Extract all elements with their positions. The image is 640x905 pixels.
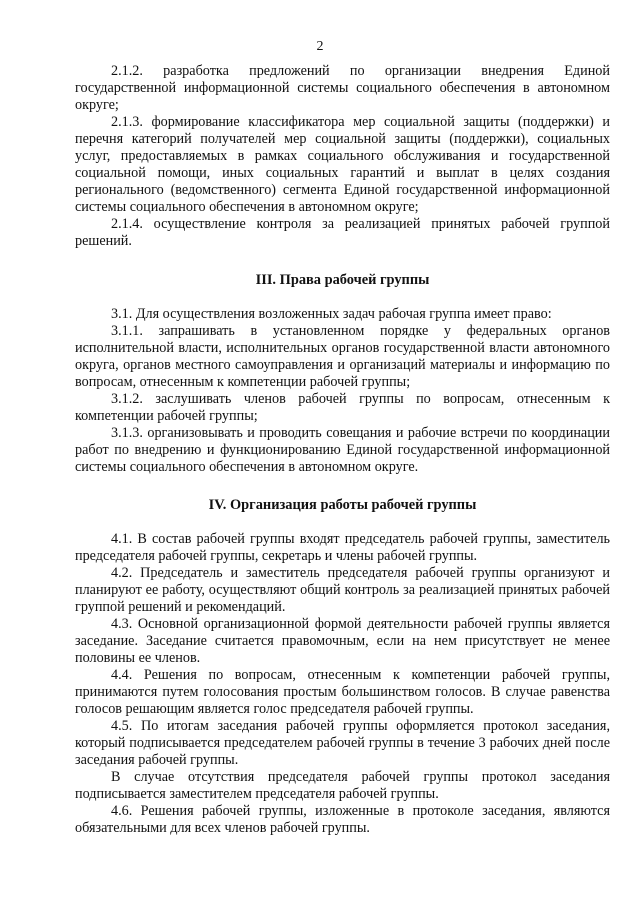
section-4-body [75, 531, 610, 837]
section-3-body [75, 306, 610, 476]
paragraph-3-1: 3.1. Для осуществления возложенных задач рабочая группа имеет право: [111, 306, 552, 322]
paragraph-4-2: 4.2. Председатель и заместитель председателя рабочей группы организуют и планируют ее работу, осуществляют общий контроль за реализацией принятых рабочей группой решений и рекомендаций. [75, 565, 610, 615]
paragraph-4-1: 4.1. В состав рабочей группы входят председатель рабочей группы, заместитель председателя рабочей группы, секретарь и члены рабочей группы. [75, 531, 610, 564]
paragraph-2-1-4: 2.1.4. осуществление контроля за реализацией принятых рабочей группой решений. [75, 216, 610, 249]
paragraph-3-1-1: 3.1.1. запрашивать в установленном порядке у федеральных органов исполнительной власти, исполнительных органов государственной власти автономного округа, органов местного самоуправления и организаций материалы и информацию по вопросам, отнесенным к компетенции рабочей группы; [75, 323, 610, 390]
paragraph-3-1-2: 3.1.2. заслушивать членов рабочей группы по вопросам, отнесенным к компетенции рабочей группы; [75, 391, 610, 424]
section-4 [75, 497, 610, 514]
section-3-heading: III. Права рабочей группы [255, 272, 430, 288]
paragraph-4-3: 4.3. Основной организационной формой деятельности рабочей группы является заседание. Заседание считается правомочным, если на нем присутствует не менее половины ее членов. [75, 616, 610, 666]
paragraph-4-6: 4.6. Решения рабочей группы, изложенные в протоколе заседания, являются обязательными для всех членов рабочей группы. [75, 803, 610, 836]
section-2-continuation [75, 63, 610, 250]
paragraph-2-1-2: 2.1.2. разработка предложений по организации внедрения Единой государственной информационной системы социального обеспечения в автономном округе; [75, 63, 610, 113]
paragraph-2-1-3: 2.1.3. формирование классификатора мер социальной защиты (поддержки) и перечня категорий получателей мер социальной защиты (поддержки), социальных услуг, предоставляемых в рамках социального обслуживания и государственной социальной помощи, иных социальных гарантий и выплат в целях создания регионального (ведомственного) сегмента Единой государственной информационной системы социального обеспечения в автономном округе; [75, 114, 610, 215]
section-4-heading: IV. Организация работы рабочей группы [208, 497, 477, 513]
paragraph-3-1-3: 3.1.3. организовывать и проводить совещания и рабочие встречи по координации работ по внедрению и функционированию Единой государственной информационной системы социального обеспечения в автономном округе. [75, 425, 610, 475]
paragraph-4-5-cont: В случае отсутствия председателя рабочей группы протокол заседания подписывается заместителем председателя рабочей группы. [75, 769, 610, 802]
section-3 [75, 272, 610, 289]
paragraph-4-5: 4.5. По итогам заседания рабочей группы оформляется протокол заседания, который подписывается председателем рабочей группы в течение 3 рабочих дней после заседания рабочей группы. [75, 718, 610, 768]
paragraph-4-4: 4.4. Решения по вопросам, отнесенным к компетенции рабочей группы, принимаются путем голосования простым большинством голосов. В случае равенства голосов решающим является голос председателя рабочей группы. [75, 667, 610, 717]
page-number: 2 [316, 39, 324, 54]
